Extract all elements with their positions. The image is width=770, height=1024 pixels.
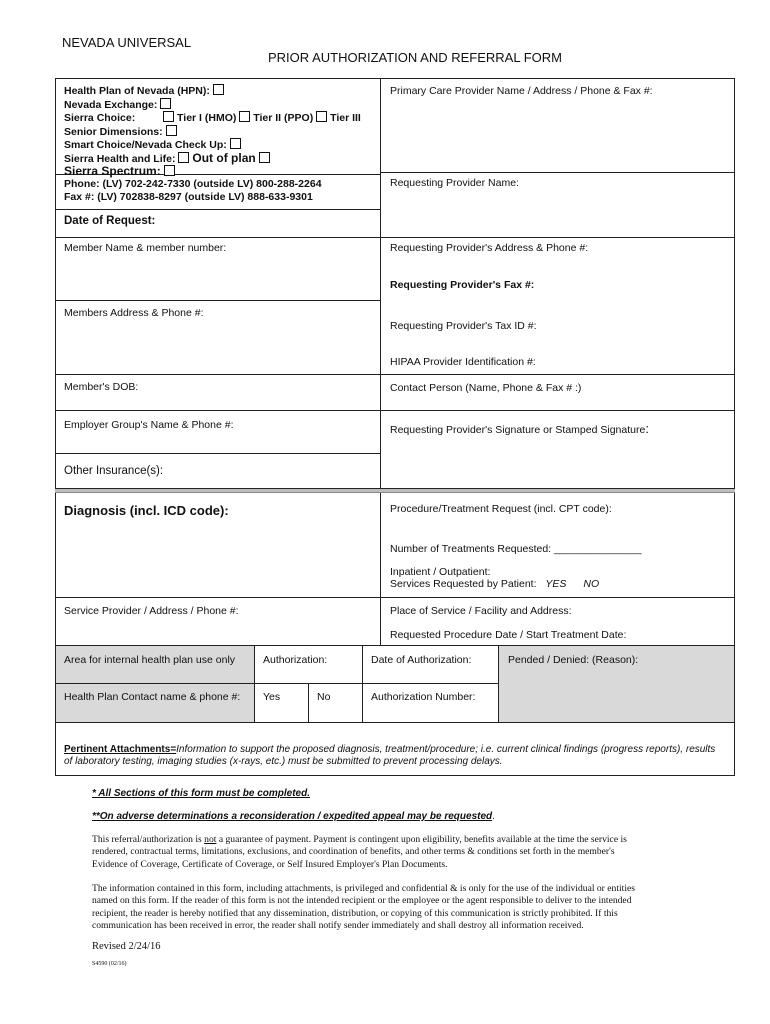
shl-label: Sierra Health and Life: — [64, 152, 176, 165]
requesting-fax-field[interactable]: Requesting Provider's Fax #: — [390, 279, 535, 291]
senior-label: Senior Dimensions: — [64, 125, 163, 138]
org-name: NEVADA UNIVERSAL — [62, 35, 192, 50]
all-sections-text: * All Sections of this form must be completed. — [92, 788, 310, 799]
tier2-checkbox[interactable] — [239, 111, 250, 122]
plan-fax: Fax #: (LV) 702838-8297 (outside LV) 888-633-9301 — [64, 191, 313, 203]
p1-b: a guarantee of payment. Payment is contingent upon eligibility, benefits available at the time the service is — [216, 834, 627, 845]
member-address-field[interactable]: Members Address & Phone #: — [64, 307, 204, 319]
smart-choice-label: Smart Choice/Nevada Check Up: — [64, 139, 227, 151]
service-provider-field[interactable]: Service Provider / Address / Phone #: — [64, 605, 239, 617]
auth-number-field[interactable]: Authorization Number: — [371, 691, 476, 703]
plan-selection — [64, 84, 361, 178]
p1-line3: Evidence of Coverage, Certificate of Coverage, or Self Insured Employer's Plan Documents. — [92, 858, 448, 870]
pended-field[interactable]: Pended / Denied: (Reason): — [508, 654, 639, 666]
adverse-note — [92, 811, 495, 822]
auth-yes[interactable]: Yes — [263, 691, 281, 703]
smart-choice-checkbox[interactable] — [230, 138, 241, 149]
employer-field[interactable]: Employer Group's Name & Phone #: — [64, 419, 234, 431]
hp-contact-field[interactable]: Health Plan Contact name & phone #: — [64, 691, 241, 703]
hipaa-field[interactable]: HIPAA Provider Identification #: — [390, 356, 536, 368]
requesting-name-field[interactable]: Requesting Provider Name: — [390, 177, 519, 189]
inpatient-field[interactable]: Inpatient / Outpatient: — [390, 566, 491, 578]
adverse-text: **On adverse determinations a reconsideration / expedited appeal may be requested — [92, 811, 493, 822]
signature-colon: : — [645, 421, 649, 436]
p1-a: This referral/authorization is — [92, 834, 205, 845]
pcp-field[interactable]: Primary Care Provider Name / Address / Phone & Fax #: — [390, 85, 653, 97]
spectrum-label: Sierra Spectrum: — [64, 164, 161, 178]
out-of-plan-checkbox[interactable] — [259, 152, 270, 163]
diagnosis-field[interactable]: Diagnosis (incl. ICD code): — [64, 503, 229, 518]
p2-line1: The information contained in this form, including attachments, is privileged and confidential & is only for the use of the individual or entities — [92, 883, 635, 894]
yes-option[interactable]: YES — [545, 578, 567, 590]
shl-checkbox[interactable] — [178, 152, 189, 163]
internal-area-label: Area for internal health plan use only — [64, 654, 236, 666]
services-requested-row — [390, 578, 599, 590]
exchange-checkbox[interactable] — [160, 98, 171, 109]
auth-no[interactable]: No — [317, 691, 331, 703]
tier1-label: Tier I (HMO) — [177, 112, 237, 124]
place-of-service-field[interactable]: Place of Service / Facility and Address: — [390, 605, 572, 617]
spectrum-checkbox[interactable] — [164, 165, 175, 176]
member-name-field[interactable]: Member Name & member number: — [64, 242, 227, 254]
adverse-period: . — [492, 811, 495, 822]
p2-line4: communication has been received in error, the reader shall notify sender immediately and shall destroy all information received. — [92, 919, 584, 931]
signature-field[interactable] — [390, 421, 649, 436]
attachments-label: Pertinent Attachments= — [64, 744, 177, 755]
signature-label: Requesting Provider's Signature or Stamped Signature — [390, 424, 646, 436]
services-requested-label: Services Requested by Patient: — [390, 578, 537, 590]
date-of-request-field[interactable]: Date of Request: — [64, 215, 156, 227]
member-dob-field[interactable]: Member's DOB: — [64, 381, 139, 393]
num-treatments-field[interactable]: Number of Treatments Requested: _______________ — [390, 543, 642, 555]
attachments-text2: of laboratory testing, imaging studies (x-rays, etc.) must be submitted to prevent processing delays. — [64, 756, 503, 767]
revised-date: Revised 2/24/16 — [92, 941, 161, 952]
requesting-address-field[interactable]: Requesting Provider's Address & Phone #: — [390, 242, 589, 254]
hpn-checkbox[interactable] — [213, 84, 224, 95]
procedure-field[interactable]: Procedure/Treatment Request (incl. CPT code): — [390, 503, 612, 515]
date-of-auth-field[interactable]: Date of Authorization: — [371, 654, 472, 666]
sierra-choice-label: Sierra Choice: — [64, 112, 136, 124]
p1-line2: rendered, contractual terms, limitations, exclusions, and coordination of benefits, and other terms & conditions set forth in the member's — [92, 846, 615, 858]
p2-line2: named on this form. If the reader of this form is not the intended recipient or the employee or the agent responsible to deliver to the intended — [92, 895, 632, 907]
disclaimer-payment — [92, 834, 627, 871]
hpn-label: Health Plan of Nevada (HPN): — [64, 85, 210, 97]
senior-checkbox[interactable] — [166, 125, 177, 136]
attachments-text1: Information to support the proposed diagnosis, treatment/procedure; i.e. current clinical findings (progress reports), results — [176, 744, 716, 755]
no-option[interactable]: NO — [583, 578, 600, 590]
tax-id-field[interactable]: Requesting Provider's Tax ID #: — [390, 320, 537, 332]
p1-not: not — [204, 834, 217, 845]
attachments-line2 — [64, 756, 503, 767]
tier3-label: Tier III — [330, 112, 361, 124]
form-code: S4590 (02/16) — [92, 961, 127, 967]
out-of-plan-label: Out of plan — [192, 150, 256, 165]
tier2-label: Tier II (PPO) — [253, 112, 314, 124]
form-title: PRIOR AUTHORIZATION AND REFERRAL FORM — [268, 50, 562, 65]
tier3-checkbox[interactable] — [316, 111, 327, 122]
other-insurance-field[interactable]: Other Insurance(s): — [64, 465, 164, 477]
p2-line3: recipient, the reader is hereby notified that any dissemination, distribution, or copying of this communication is strictly prohibited. If this — [92, 907, 618, 919]
all-sections-note — [92, 788, 310, 799]
disclaimer-confidential — [92, 883, 635, 932]
contact-person-field[interactable]: Contact Person (Name, Phone & Fax # :) — [390, 382, 582, 394]
requested-date-field[interactable]: Requested Procedure Date / Start Treatment Date: — [390, 629, 627, 641]
attachments-line1 — [64, 744, 715, 755]
authorization-field[interactable]: Authorization: — [263, 654, 328, 666]
tier1-checkbox[interactable] — [163, 111, 174, 122]
plan-phone: Phone: (LV) 702-242-7330 (outside LV) 800-288-2264 — [64, 178, 322, 190]
exchange-label: Nevada Exchange: — [64, 98, 158, 111]
